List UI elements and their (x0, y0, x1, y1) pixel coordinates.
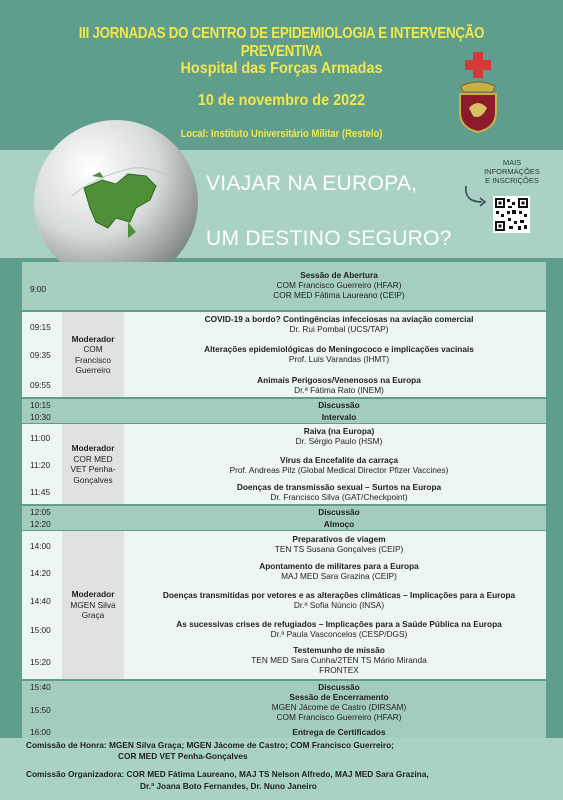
talk-time: 09:55 (30, 380, 51, 390)
talk-title: Testemunho de missão (293, 645, 385, 655)
block2-moderator-name1: COR MED (73, 453, 113, 464)
closing-discussion: Discussão (318, 682, 360, 692)
talk-item (132, 482, 546, 502)
talk-title: Doenças transmitidas por vetores e as alterações climáticas – Implicações para a Europa (162, 590, 516, 600)
closing-time2: 15:50 (30, 705, 51, 715)
more-info-label (470, 158, 554, 185)
talk-title: As sucessivas crises de refugiados – Implicações para a Saúde Pública na Europa (176, 619, 502, 629)
block3-moderator-name2: Graça (81, 610, 105, 621)
closing-time1: 15:40 (30, 682, 51, 692)
talk-time: 11:00 (30, 433, 51, 443)
talk-speaker: Prof. Andreas Pilz (Global Medical Director Pfizer Vaccines) (229, 465, 449, 476)
curved-arrow-icon (460, 184, 488, 208)
block1-moderator-name1: COM (83, 344, 103, 354)
break-label: Discussão (318, 400, 360, 410)
block1-moderator-label: Moderador (71, 333, 115, 344)
talk-time: 15:00 (30, 625, 51, 635)
break-time: 10:15 (30, 400, 51, 410)
opening-title: Sessão de Abertura (300, 270, 378, 280)
opening-line1: COM Francisco Guerreiro (HFAR) (276, 280, 402, 291)
talk-title: Apontamento de militares para a Europa (259, 561, 419, 571)
hospital-emblem-icon (455, 50, 501, 134)
talk-speaker: Dr.ª Paula Vasconcelos (CESP/DGS) (270, 629, 408, 640)
talk-title: COVID-19 a bordo? Contingências infecciosas na aviação comercial (204, 314, 474, 324)
opening-time: 9:00 (30, 284, 47, 294)
talk-speaker-extra: FRONTEX (319, 665, 359, 676)
talk-item (132, 455, 546, 475)
talk-item (132, 590, 546, 610)
talk-time: 14:20 (30, 568, 51, 578)
talk-title: Alterações epidemiológicas do Meningococo e implicações vacinais (204, 344, 474, 354)
block2-moderator-name3: Gonçalves (73, 474, 113, 485)
talk-time: 09:15 (30, 322, 51, 332)
opening-session (132, 270, 546, 301)
honor-committee-line2: COR MED VET Penha-Gonçalves (118, 751, 248, 761)
talk-item (132, 619, 546, 639)
block2-moderator-name2: VET Penha- (70, 464, 116, 474)
qr-code-icon[interactable] (493, 196, 530, 233)
block1-moderator-name3: Guerreiro (75, 365, 111, 375)
block3-moderator-label: Moderador (71, 589, 115, 600)
talk-speaker: Dr.ª Fátima Rato (INEM) (294, 385, 384, 396)
closing-title: Sessão de Encerramento (289, 692, 389, 702)
block2-moderator-label: Moderador (71, 443, 115, 453)
talk-item (132, 375, 546, 395)
closing-time3: 16:00 (30, 727, 51, 737)
break-time: 12:05 (30, 507, 51, 517)
talk-item (132, 561, 546, 581)
block1-moderator (62, 312, 124, 397)
talk-item (132, 645, 546, 676)
hero-title-line2: UM DESTINO SEGURO? (206, 227, 452, 250)
closing-session (132, 692, 546, 723)
talk-title: Vírus da Encefalite da carraça (279, 455, 399, 465)
event-date: 10 de novembro de 2022 (197, 92, 366, 109)
break-label: Intervalo (321, 412, 357, 422)
talk-title: Animais Perigosos/Venenosos na Europa (257, 375, 421, 385)
hospital-name: Hospital das Forças Armadas (180, 60, 383, 77)
talk-item (132, 314, 546, 334)
closing-certificates: Entrega de Certificados (292, 727, 386, 737)
talk-item (132, 344, 546, 364)
talk-speaker: Dr. Francisco Silva (GAT/Checkpoint) (270, 492, 408, 503)
block3-moderator-name1: MGEN Silva (70, 599, 116, 610)
talk-time: 11:45 (30, 487, 51, 497)
talk-time: 09:35 (30, 350, 51, 360)
globe-europe-icon (32, 118, 200, 286)
event-location: Local: Instituto Universitário Militar (Restelo) (180, 128, 383, 140)
honor-committee-line1: Comissão de Honra: MGEN Silva Graça; MGEN Jácome de Castro; COM Francisco Guerreiro; (26, 740, 394, 750)
talk-item (132, 534, 546, 554)
break-label: Discussão (318, 507, 360, 517)
talk-speaker: MAJ MED Sara Grazina (CEIP) (281, 571, 397, 582)
organizing-committee-line2: Dr.ª Joana Boto Fernandes, Dr. Nuno Janeiro (140, 781, 317, 791)
break-time: 12:20 (30, 519, 51, 529)
talk-time: 14:40 (30, 596, 51, 606)
event-title: III JORNADAS DO CENTRO DE EPIDEMIOLOGIA E INTERVENÇÃO PREVENTIVA (78, 25, 485, 60)
closing-line1: MGEN Jácome de Castro (DIRSAM) (271, 702, 407, 713)
more-info-line1: MAIS (502, 158, 522, 167)
talk-speaker: Dr. Rui Pombal (UCS/TAP) (289, 324, 389, 335)
talk-speaker: TEN MED Sara Cunha/2TEN TS Mário Miranda (251, 655, 427, 666)
talk-speaker: Dr. Sérgio Paulo (HSM) (295, 436, 383, 447)
talk-speaker: TEN TS Susana Gonçalves (CEIP) (274, 544, 404, 555)
talk-item (132, 426, 546, 446)
talk-time: 11:20 (30, 460, 51, 470)
block1-moderator-name2: Francisco (75, 354, 111, 365)
talk-title: Preparativos de viagem (292, 534, 386, 544)
talk-title: Doenças de transmissão sexual – Surtos na Europa (236, 482, 442, 492)
break-time: 10:30 (30, 412, 51, 422)
more-info-line3: E INSCRIÇÕES (485, 176, 539, 185)
program-table (22, 262, 546, 738)
opening-line2: COR MED Fátima Laureano (CEIP) (273, 290, 405, 301)
closing-line2: COM Francisco Guerreiro (HFAR) (276, 712, 402, 723)
more-info-line2: INFORMAÇÕES (484, 167, 540, 176)
block2-moderator (62, 424, 124, 504)
talk-speaker: Prof. Luis Varandas (IHMT) (288, 354, 390, 365)
talk-time: 15:20 (30, 657, 51, 667)
break-label: Almoço (323, 519, 355, 529)
block3-moderator (62, 531, 124, 679)
talk-time: 14:00 (30, 541, 51, 551)
hero-title-line1: VIAJAR NA EUROPA, (206, 172, 418, 195)
footer-committees (0, 738, 563, 800)
talk-title: Raiva (na Europa) (303, 426, 375, 436)
talk-speaker: Dr.ª Sofia Núncio (INSA) (293, 600, 385, 611)
organizing-committee-line1: Comissão Organizadora: COR MED Fátima Laureano, MAJ TS Nelson Alfredo, MAJ MED Sara Grazina, (26, 769, 429, 779)
